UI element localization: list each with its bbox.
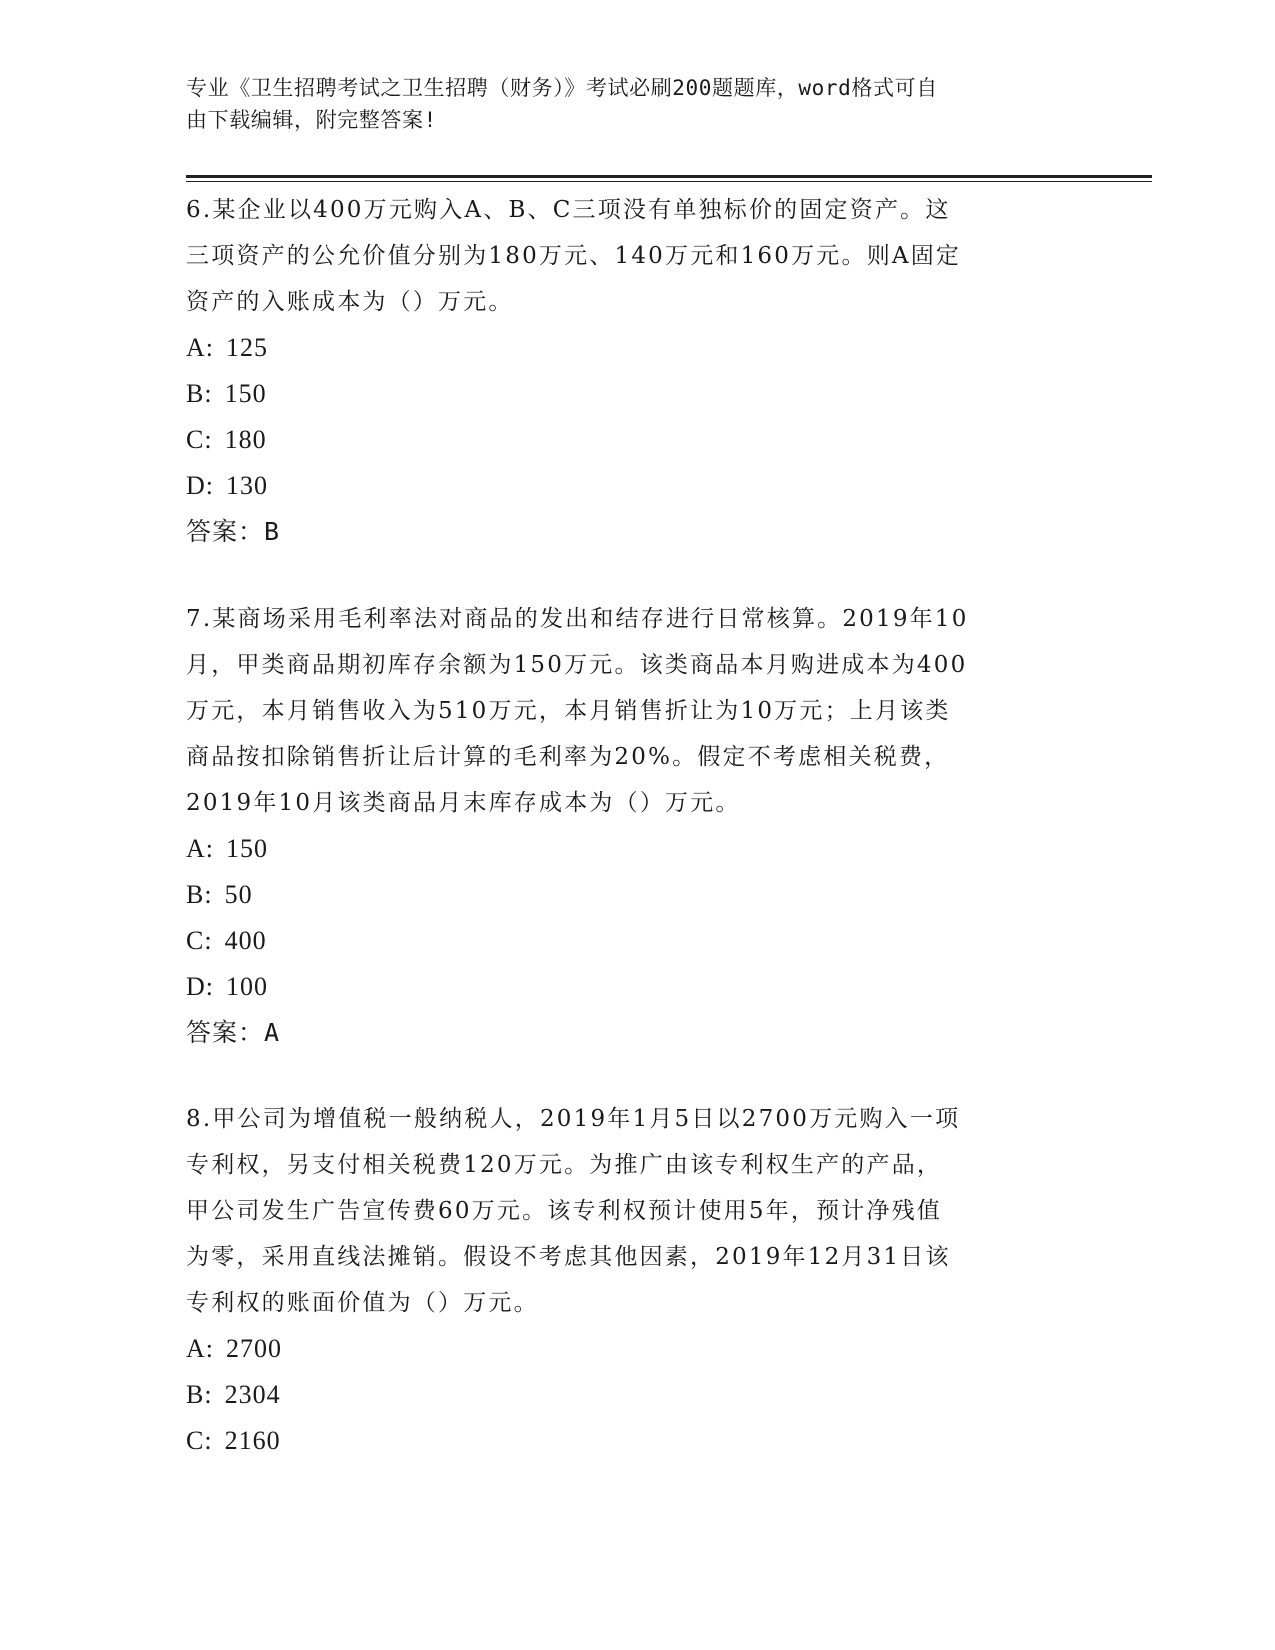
option-letter: B: [186,880,213,909]
option-d [186,463,1086,509]
option-letter: B: [186,379,213,408]
answer-line: 答案：A [186,1018,281,1047]
question-stem-line: 三项资产的公允价值分别为180万元、140万元和160万元。则A固定 [186,243,962,269]
option-letter: A: [186,333,214,362]
question-stem-line: 专利权的账面价值为（）万元。 [186,1290,539,1316]
header-divider-thick [186,175,1152,178]
option-letter: C: [186,926,213,955]
question-stem-line: 月，甲类商品期初库存余额为150万元。该类商品本月购进成本为400 [186,652,968,678]
option-value: 125 [226,333,268,362]
option-letter: B: [186,1380,213,1409]
option-letter: A: [186,1334,214,1363]
option-b [186,1372,1086,1418]
option-value: 150 [226,834,268,863]
question-6 [186,187,1086,555]
question-8 [186,1096,1086,1464]
option-value: 180 [224,425,267,454]
document-header [186,72,1066,136]
question-stem-line: 商品按扣除销售折让后计算的毛利率为20%。假定不考虑相关税费， [186,744,950,770]
option-c [186,417,1086,463]
header-line-1: 专业《卫生招聘考试之卫生招聘（财务）》考试必刷200题题库，word格式可自 [186,76,938,100]
option-a [186,1326,1086,1372]
question-stem-line: 为零，采用直线法摊销。假设不考虑其他因素，2019年12月31日该 [186,1244,951,1270]
header-line-2: 由下载编辑，附完整答案! [186,108,437,132]
option-b [186,872,1086,918]
question-stem-line: 7.某商场采用毛利率法对商品的发出和结存进行日常核算。2019年10 [186,606,969,632]
option-value: 2700 [226,1334,282,1363]
answer-line: 答案：B [186,517,281,546]
option-letter: C: [186,1426,213,1455]
option-letter: C: [186,425,213,454]
option-d [186,964,1086,1010]
option-c [186,1418,1086,1464]
question-stem-line: 万元，本月销售收入为510万元，本月销售折让为10万元；上月该类 [186,698,951,724]
option-value: 50 [224,880,253,909]
option-b [186,371,1086,417]
option-value: 2304 [224,1380,281,1409]
option-letter: A: [186,834,214,863]
question-stem-line: 6.某企业以400万元购入A、B、C三项没有单独标价的固定资产。这 [186,197,951,223]
question-stem-line: 资产的入账成本为（）万元。 [186,289,514,315]
option-letter: D: [186,972,214,1001]
option-value: 150 [224,379,267,408]
option-value: 130 [226,471,268,500]
question-stem-line: 2019年10月该类商品月末库存成本为（）万元。 [186,790,741,816]
option-letter: D: [186,471,214,500]
header-divider-thin [186,181,1152,182]
question-stem-line: 8.甲公司为增值税一般纳税人，2019年1月5日以2700万元购入一项 [186,1106,961,1132]
option-a [186,826,1086,872]
option-value: 400 [224,926,267,955]
option-value: 2160 [224,1426,281,1455]
question-7 [186,596,1086,1056]
option-value: 100 [226,972,268,1001]
option-c [186,918,1086,964]
question-stem-line: 专利权，另支付相关税费120万元。为推广由该专利权生产的产品， [186,1152,943,1178]
option-a [186,325,1086,371]
question-stem-line: 甲公司发生广告宣传费60万元。该专利权预计使用5年，预计净残值 [186,1198,943,1224]
